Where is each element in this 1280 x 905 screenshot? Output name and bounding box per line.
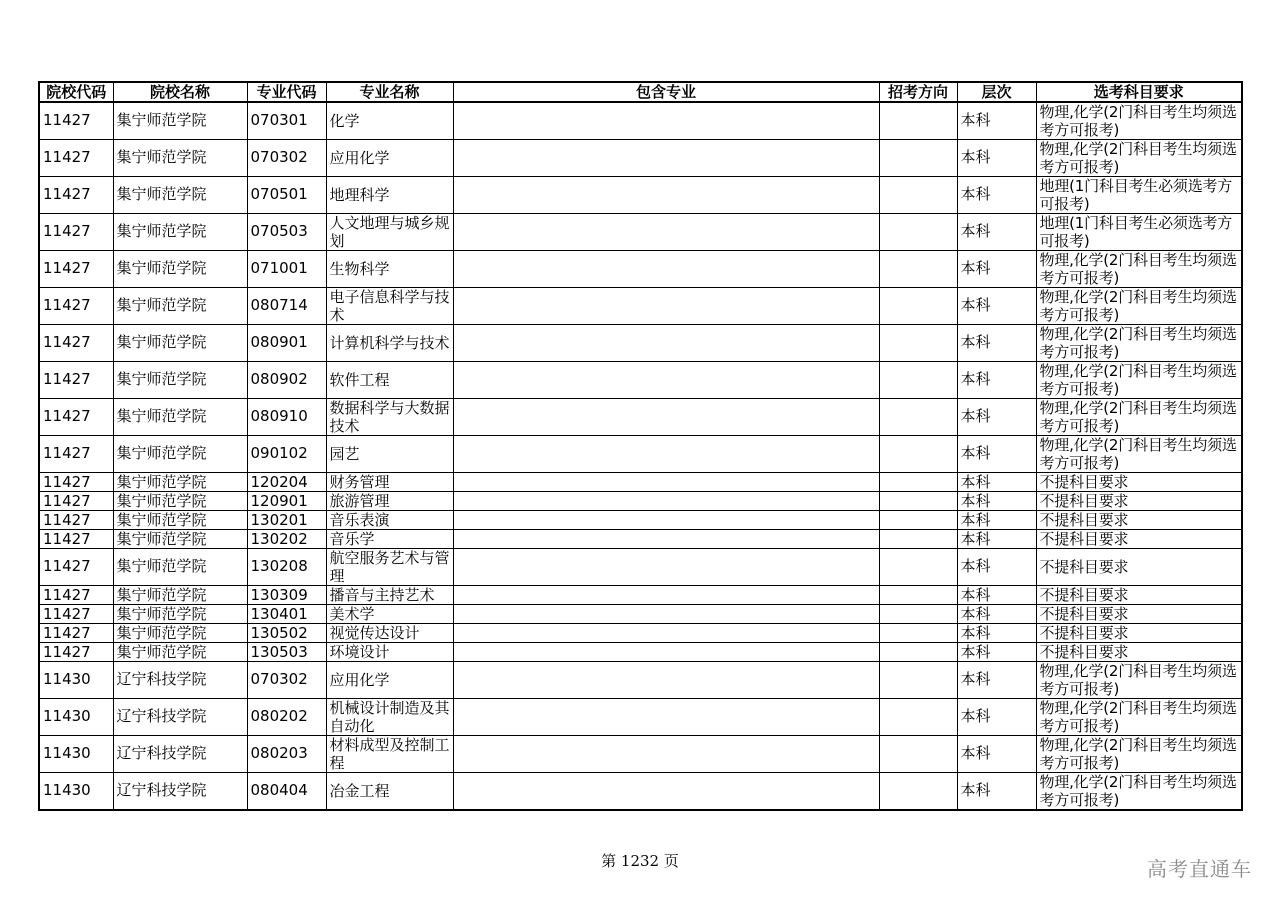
cell-subject-requirement: 不提科目要求 [1036,511,1242,530]
cell-school-code: 11427 [39,549,113,586]
cell-direction [879,399,957,436]
cell-major-name: 地理科学 [326,177,453,214]
table-row [39,102,1242,140]
watermark-text: 高考直通车 [1147,857,1252,881]
header-row [39,82,1242,102]
cell-level: 本科 [957,399,1036,436]
cell-direction [879,102,957,140]
cell-subject-requirement: 物理,化学(2门科目考生均须选考方可报考) [1036,736,1242,773]
cell-school-code: 11427 [39,605,113,624]
cell-subject-requirement: 不提科目要求 [1036,586,1242,605]
cell-major-name: 电子信息科学与技术 [326,288,453,325]
table-row [39,140,1242,177]
cell-school-code: 11430 [39,736,113,773]
cell-school-name: 集宁师范学院 [113,436,247,473]
cell-major-code: 130401 [247,605,326,624]
cell-school-code: 11427 [39,325,113,362]
cell-direction [879,214,957,251]
cell-major-code: 130202 [247,530,326,549]
cell-major-name: 材料成型及控制工程 [326,736,453,773]
cell-level: 本科 [957,605,1036,624]
cell-major-code: 070302 [247,140,326,177]
cell-major-name: 应用化学 [326,662,453,699]
cell-included-majors [453,399,879,436]
cell-included-majors [453,643,879,662]
cell-included-majors [453,624,879,643]
cell-major-code: 071001 [247,251,326,288]
table-row [39,662,1242,699]
cell-school-code: 11427 [39,102,113,140]
cell-school-code: 11427 [39,530,113,549]
cell-major-code: 130502 [247,624,326,643]
cell-level: 本科 [957,662,1036,699]
cell-major-name: 播音与主持艺术 [326,586,453,605]
cell-major-name: 航空服务艺术与管理 [326,549,453,586]
cell-school-name: 集宁师范学院 [113,643,247,662]
cell-direction [879,773,957,811]
cell-included-majors [453,511,879,530]
cell-subject-requirement: 物理,化学(2门科目考生均须选考方可报考) [1036,436,1242,473]
header-major-name: 专业名称 [326,82,453,102]
cell-major-code: 070501 [247,177,326,214]
cell-included-majors [453,473,879,492]
cell-school-name: 集宁师范学院 [113,586,247,605]
cell-level: 本科 [957,102,1036,140]
cell-level: 本科 [957,177,1036,214]
page-number: 第 1232 页 [601,852,679,870]
cell-subject-requirement: 物理,化学(2门科目考生均须选考方可报考) [1036,288,1242,325]
cell-subject-requirement: 不提科目要求 [1036,530,1242,549]
table-row [39,643,1242,662]
cell-major-name: 人文地理与城乡规划 [326,214,453,251]
cell-school-code: 11427 [39,362,113,399]
cell-major-name: 美术学 [326,605,453,624]
cell-direction [879,699,957,736]
cell-subject-requirement: 地理(1门科目考生必须选考方可报考) [1036,214,1242,251]
cell-level: 本科 [957,643,1036,662]
cell-school-code: 11427 [39,492,113,511]
cell-subject-requirement: 物理,化学(2门科目考生均须选考方可报考) [1036,362,1242,399]
table-row [39,492,1242,511]
cell-subject-requirement: 物理,化学(2门科目考生均须选考方可报考) [1036,399,1242,436]
cell-school-name: 辽宁科技学院 [113,662,247,699]
cell-direction [879,362,957,399]
cell-included-majors [453,492,879,511]
cell-school-code: 11430 [39,699,113,736]
cell-direction [879,473,957,492]
cell-included-majors [453,662,879,699]
table-row [39,251,1242,288]
cell-school-name: 集宁师范学院 [113,214,247,251]
table-row [39,288,1242,325]
cell-school-name: 集宁师范学院 [113,473,247,492]
cell-major-code: 090102 [247,436,326,473]
cell-major-code: 070302 [247,662,326,699]
cell-school-code: 11430 [39,773,113,811]
cell-direction [879,624,957,643]
table-row [39,549,1242,586]
cell-direction [879,140,957,177]
cell-included-majors [453,288,879,325]
cell-major-code: 130503 [247,643,326,662]
header-subject-requirement: 选考科目要求 [1036,82,1242,102]
header-level: 层次 [957,82,1036,102]
cell-direction [879,251,957,288]
cell-school-name: 集宁师范学院 [113,549,247,586]
cell-school-code: 11427 [39,624,113,643]
cell-school-name: 辽宁科技学院 [113,736,247,773]
cell-level: 本科 [957,473,1036,492]
table-row [39,399,1242,436]
cell-direction [879,605,957,624]
cell-direction [879,549,957,586]
cell-included-majors [453,773,879,811]
table-row [39,736,1242,773]
cell-school-name: 集宁师范学院 [113,140,247,177]
cell-school-name: 集宁师范学院 [113,362,247,399]
cell-school-name: 集宁师范学院 [113,530,247,549]
cell-subject-requirement: 物理,化学(2门科目考生均须选考方可报考) [1036,662,1242,699]
cell-level: 本科 [957,736,1036,773]
cell-level: 本科 [957,325,1036,362]
cell-school-name: 集宁师范学院 [113,605,247,624]
header-major-code: 专业代码 [247,82,326,102]
cell-school-name: 集宁师范学院 [113,288,247,325]
cell-direction [879,288,957,325]
cell-major-code: 080404 [247,773,326,811]
cell-major-code: 080901 [247,325,326,362]
cell-subject-requirement: 物理,化学(2门科目考生均须选考方可报考) [1036,251,1242,288]
cell-direction [879,492,957,511]
cell-level: 本科 [957,624,1036,643]
cell-included-majors [453,530,879,549]
cell-school-code: 11427 [39,436,113,473]
cell-included-majors [453,362,879,399]
cell-major-code: 130309 [247,586,326,605]
cell-included-majors [453,549,879,586]
cell-subject-requirement: 不提科目要求 [1036,473,1242,492]
cell-included-majors [453,251,879,288]
cell-major-name: 旅游管理 [326,492,453,511]
cell-school-code: 11430 [39,662,113,699]
table-row [39,177,1242,214]
cell-major-code: 130201 [247,511,326,530]
cell-included-majors [453,699,879,736]
cell-major-code: 080902 [247,362,326,399]
cell-school-name: 集宁师范学院 [113,177,247,214]
cell-school-code: 11427 [39,251,113,288]
cell-direction [879,436,957,473]
cell-major-code: 070301 [247,102,326,140]
cell-school-name: 辽宁科技学院 [113,699,247,736]
cell-school-name: 集宁师范学院 [113,511,247,530]
cell-major-code: 080910 [247,399,326,436]
cell-subject-requirement: 地理(1门科目考生必须选考方可报考) [1036,177,1242,214]
table-row [39,362,1242,399]
cell-direction [879,511,957,530]
header-school-code: 院校代码 [39,82,113,102]
cell-school-name: 辽宁科技学院 [113,773,247,811]
cell-subject-requirement: 不提科目要求 [1036,643,1242,662]
table-row [39,473,1242,492]
cell-school-name: 集宁师范学院 [113,325,247,362]
cell-level: 本科 [957,436,1036,473]
cell-major-name: 环境设计 [326,643,453,662]
cell-level: 本科 [957,773,1036,811]
header-direction: 招考方向 [879,82,957,102]
table-row [39,436,1242,473]
cell-major-code: 130208 [247,549,326,586]
cell-subject-requirement: 不提科目要求 [1036,549,1242,586]
cell-school-name: 集宁师范学院 [113,624,247,643]
cell-subject-requirement: 物理,化学(2门科目考生均须选考方可报考) [1036,102,1242,140]
cell-level: 本科 [957,140,1036,177]
header-included-majors: 包含专业 [453,82,879,102]
cell-direction [879,177,957,214]
table-row [39,624,1242,643]
cell-level: 本科 [957,699,1036,736]
cell-major-name: 音乐学 [326,530,453,549]
cell-major-code: 120204 [247,473,326,492]
cell-major-name: 机械设计制造及其自动化 [326,699,453,736]
cell-major-code: 080714 [247,288,326,325]
cell-included-majors [453,325,879,362]
cell-subject-requirement: 不提科目要求 [1036,492,1242,511]
cell-direction [879,325,957,362]
cell-major-code: 080203 [247,736,326,773]
cell-level: 本科 [957,549,1036,586]
cell-included-majors [453,102,879,140]
cell-major-name: 财务管理 [326,473,453,492]
cell-included-majors [453,586,879,605]
table-row [39,214,1242,251]
cell-school-code: 11427 [39,473,113,492]
cell-direction [879,643,957,662]
cell-included-majors [453,605,879,624]
table-row [39,530,1242,549]
cell-level: 本科 [957,362,1036,399]
cell-school-name: 集宁师范学院 [113,399,247,436]
cell-major-name: 软件工程 [326,362,453,399]
cell-subject-requirement: 不提科目要求 [1036,605,1242,624]
cell-level: 本科 [957,586,1036,605]
cell-major-name: 音乐表演 [326,511,453,530]
cell-major-name: 生物科学 [326,251,453,288]
cell-level: 本科 [957,251,1036,288]
cell-subject-requirement: 物理,化学(2门科目考生均须选考方可报考) [1036,699,1242,736]
table-row [39,605,1242,624]
cell-subject-requirement: 物理,化学(2门科目考生均须选考方可报考) [1036,325,1242,362]
cell-direction [879,662,957,699]
cell-school-code: 11427 [39,288,113,325]
cell-major-name: 园艺 [326,436,453,473]
cell-major-code: 080202 [247,699,326,736]
cell-level: 本科 [957,214,1036,251]
cell-school-name: 集宁师范学院 [113,251,247,288]
cell-level: 本科 [957,288,1036,325]
cell-school-code: 11427 [39,511,113,530]
cell-included-majors [453,177,879,214]
cell-level: 本科 [957,511,1036,530]
cell-included-majors [453,214,879,251]
cell-major-code: 120901 [247,492,326,511]
table-row [39,586,1242,605]
cell-direction [879,586,957,605]
header-school-name: 院校名称 [113,82,247,102]
table-row [39,325,1242,362]
cell-included-majors [453,736,879,773]
cell-school-code: 11427 [39,177,113,214]
table-row [39,773,1242,811]
cell-school-code: 11427 [39,643,113,662]
cell-school-name: 集宁师范学院 [113,102,247,140]
table-row [39,511,1242,530]
admission-table [38,81,1243,811]
cell-major-name: 计算机科学与技术 [326,325,453,362]
cell-major-name: 冶金工程 [326,773,453,811]
cell-major-name: 数据科学与大数据技术 [326,399,453,436]
cell-subject-requirement: 物理,化学(2门科目考生均须选考方可报考) [1036,773,1242,811]
cell-school-code: 11427 [39,140,113,177]
cell-major-code: 070503 [247,214,326,251]
cell-major-name: 化学 [326,102,453,140]
cell-school-code: 11427 [39,399,113,436]
table-row [39,699,1242,736]
cell-subject-requirement: 不提科目要求 [1036,624,1242,643]
cell-direction [879,736,957,773]
cell-included-majors [453,436,879,473]
cell-major-name: 视觉传达设计 [326,624,453,643]
cell-school-code: 11427 [39,214,113,251]
cell-school-code: 11427 [39,586,113,605]
cell-direction [879,530,957,549]
cell-subject-requirement: 物理,化学(2门科目考生均须选考方可报考) [1036,140,1242,177]
cell-level: 本科 [957,530,1036,549]
cell-level: 本科 [957,492,1036,511]
cell-school-name: 集宁师范学院 [113,492,247,511]
cell-included-majors [453,140,879,177]
cell-major-name: 应用化学 [326,140,453,177]
